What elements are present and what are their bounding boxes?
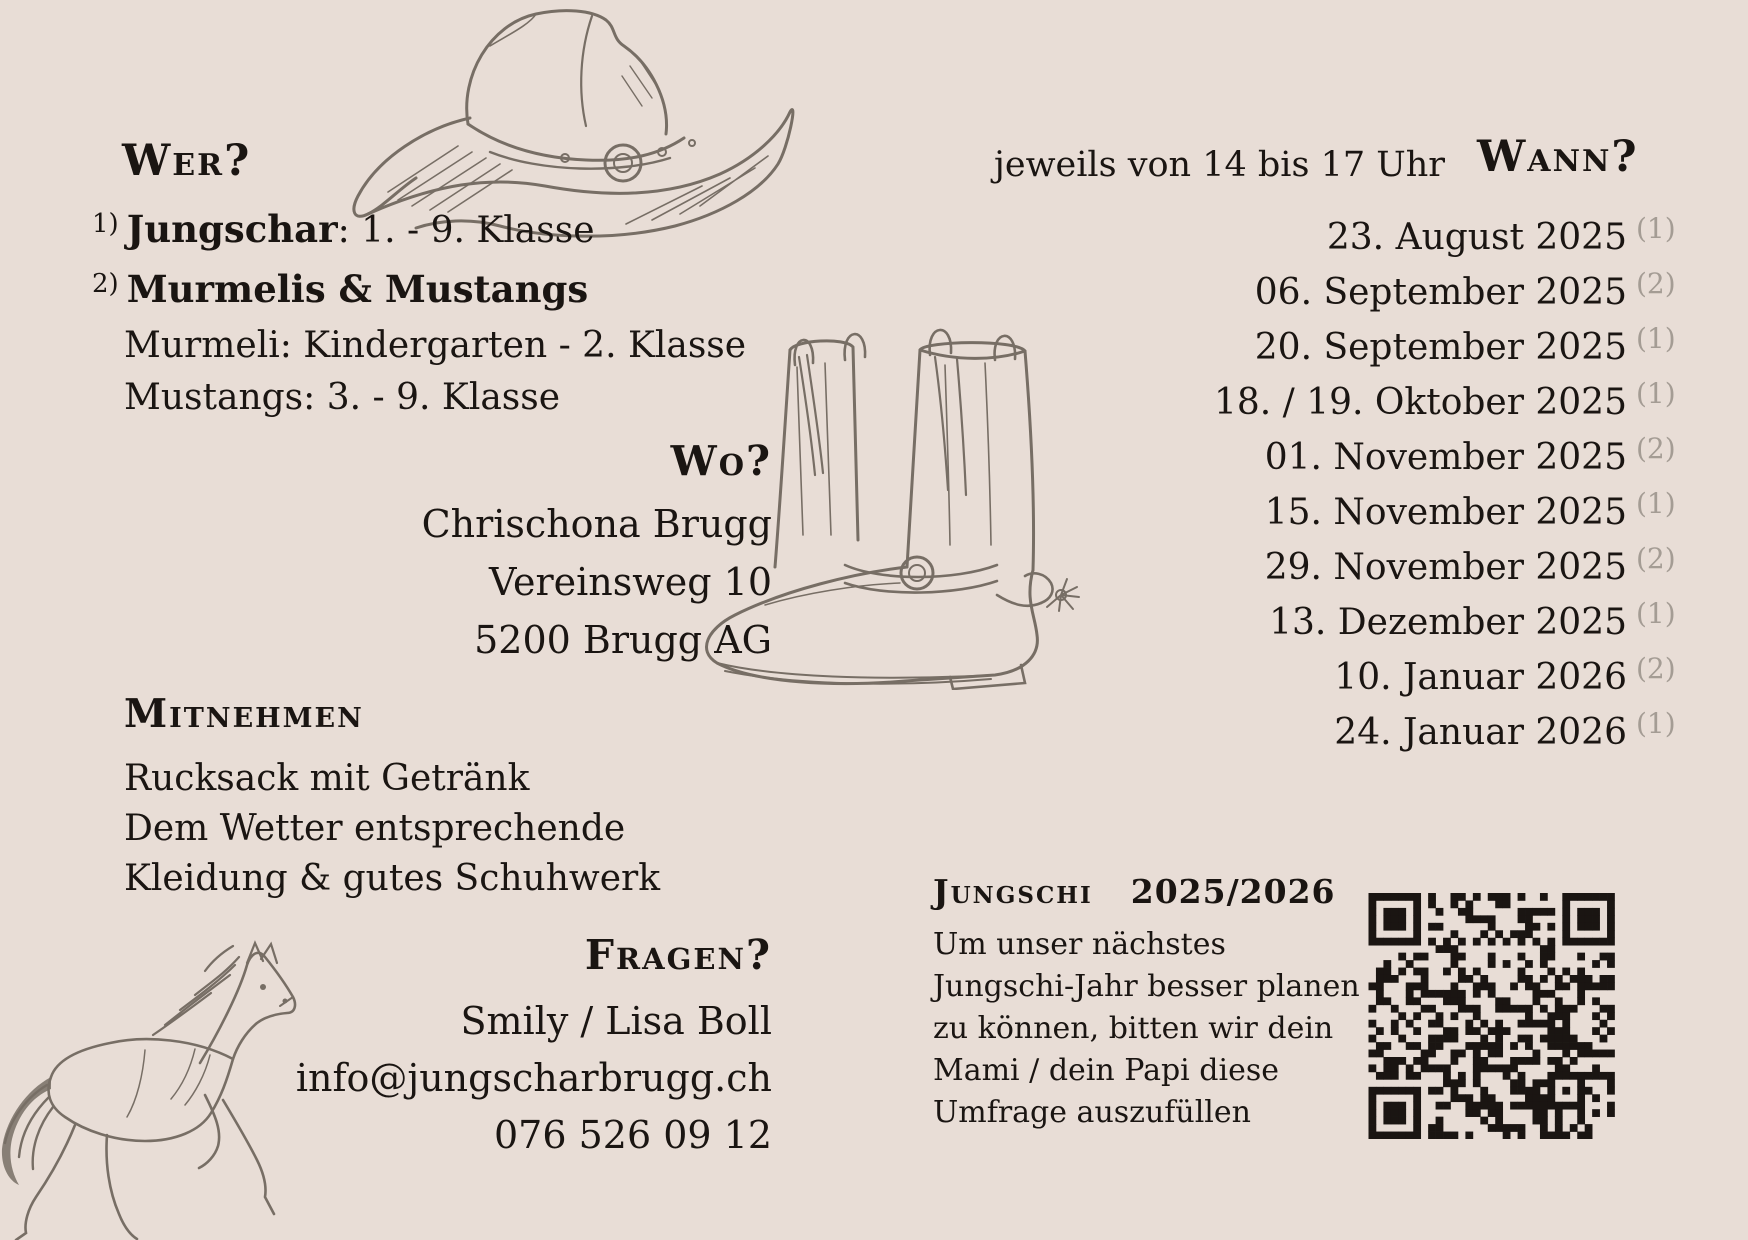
date-label: 23. August 2025 <box>1326 217 1627 258</box>
date-row <box>1214 705 1682 760</box>
date-row <box>1214 650 1682 705</box>
who-item-jungschar <box>92 207 595 251</box>
time-note: jeweils von 14 bis 17 Uhr <box>994 145 1446 185</box>
group-badge: (2) <box>1636 542 1676 575</box>
who-item-murmelis <box>92 267 588 311</box>
group-badge: (1) <box>1636 212 1676 245</box>
who-detail-murmeli: Murmeli: Kindergarten - 2. Klasse <box>124 325 747 366</box>
date-label: 13. Dezember 2025 <box>1269 602 1627 643</box>
contact-line: 076 526 09 12 <box>493 1113 772 1158</box>
horse-icon <box>0 935 300 1240</box>
date-row <box>1214 210 1682 265</box>
survey-heading <box>933 872 1360 911</box>
who-detail-mustangs: Mustangs: 3. - 9. Klasse <box>124 377 561 418</box>
item-marker: 1) <box>92 209 119 239</box>
survey-line: Mami / dein Papi diese <box>933 1053 1279 1088</box>
survey-line: Um unser nächstes <box>933 927 1226 962</box>
questions-heading: Fragen? <box>584 931 772 979</box>
group-badge: (1) <box>1636 707 1676 740</box>
date-row <box>1214 375 1682 430</box>
group-badge: (1) <box>1636 487 1676 520</box>
survey-line: Jungschi-Jahr besser planen <box>933 969 1360 1004</box>
survey-heading-year: 2025/2026 <box>1130 872 1336 911</box>
contact-line: info@jungscharbrugg.ch <box>295 1056 772 1101</box>
bring-lines <box>124 754 660 904</box>
who-item-bold: Jungschar <box>126 207 338 251</box>
date-label: 29. November 2025 <box>1264 547 1627 588</box>
survey-heading-word: Jungschi <box>933 872 1093 911</box>
date-row <box>1214 320 1682 375</box>
group-badge: (2) <box>1636 267 1676 300</box>
bring-heading: Mitnehmen <box>124 691 364 737</box>
date-label: 01. November 2025 <box>1264 437 1627 478</box>
group-badge: (1) <box>1636 597 1676 630</box>
when-heading: Wann? <box>1477 132 1639 182</box>
date-label: 18. / 19. Oktober 2025 <box>1213 382 1627 423</box>
date-row <box>1214 430 1682 485</box>
date-row <box>1214 540 1682 595</box>
where-heading: Wo? <box>670 437 772 485</box>
where-section <box>422 436 772 669</box>
address-line: Vereinsweg 10 <box>489 560 772 605</box>
dates-list <box>1214 210 1682 760</box>
contact-line: Smily / Lisa Boll <box>460 999 772 1044</box>
date-label: 10. Januar 2026 <box>1334 657 1627 698</box>
survey-line: Umfrage auszufüllen <box>933 1095 1251 1130</box>
who-heading: Wer? <box>122 136 252 186</box>
date-label: 20. September 2025 <box>1254 327 1627 368</box>
contact-lines <box>296 993 772 1164</box>
questions-section <box>296 930 772 1164</box>
group-badge: (2) <box>1636 432 1676 465</box>
bring-line: Kleidung & gutes Schuhwerk <box>124 857 661 899</box>
survey-lines <box>933 924 1360 1134</box>
qr-code <box>1368 893 1615 1139</box>
date-row <box>1214 265 1682 320</box>
item-marker: 2) <box>92 269 119 299</box>
date-label: 24. Januar 2026 <box>1334 712 1627 753</box>
bring-line: Rucksack mit Getränk <box>124 757 530 799</box>
date-row <box>1214 595 1682 650</box>
bring-line: Dem Wetter entsprechende <box>124 807 626 849</box>
address-line: Chrischona Brugg <box>421 502 772 547</box>
who-item-rest: : 1. - 9. Klasse <box>337 210 595 251</box>
who-item-bold: Murmelis & Mustangs <box>126 267 589 311</box>
group-badge: (1) <box>1636 322 1676 355</box>
bring-section <box>124 690 660 904</box>
group-badge: (1) <box>1636 377 1676 410</box>
date-row <box>1214 485 1682 540</box>
survey-line: zu können, bitten wir dein <box>933 1011 1334 1046</box>
address-line: 5200 Brugg AG <box>474 618 772 663</box>
survey-section <box>933 872 1360 1134</box>
date-label: 15. November 2025 <box>1264 492 1627 533</box>
date-label: 06. September 2025 <box>1254 272 1627 313</box>
group-badge: (2) <box>1636 652 1676 685</box>
address-lines <box>422 495 772 669</box>
